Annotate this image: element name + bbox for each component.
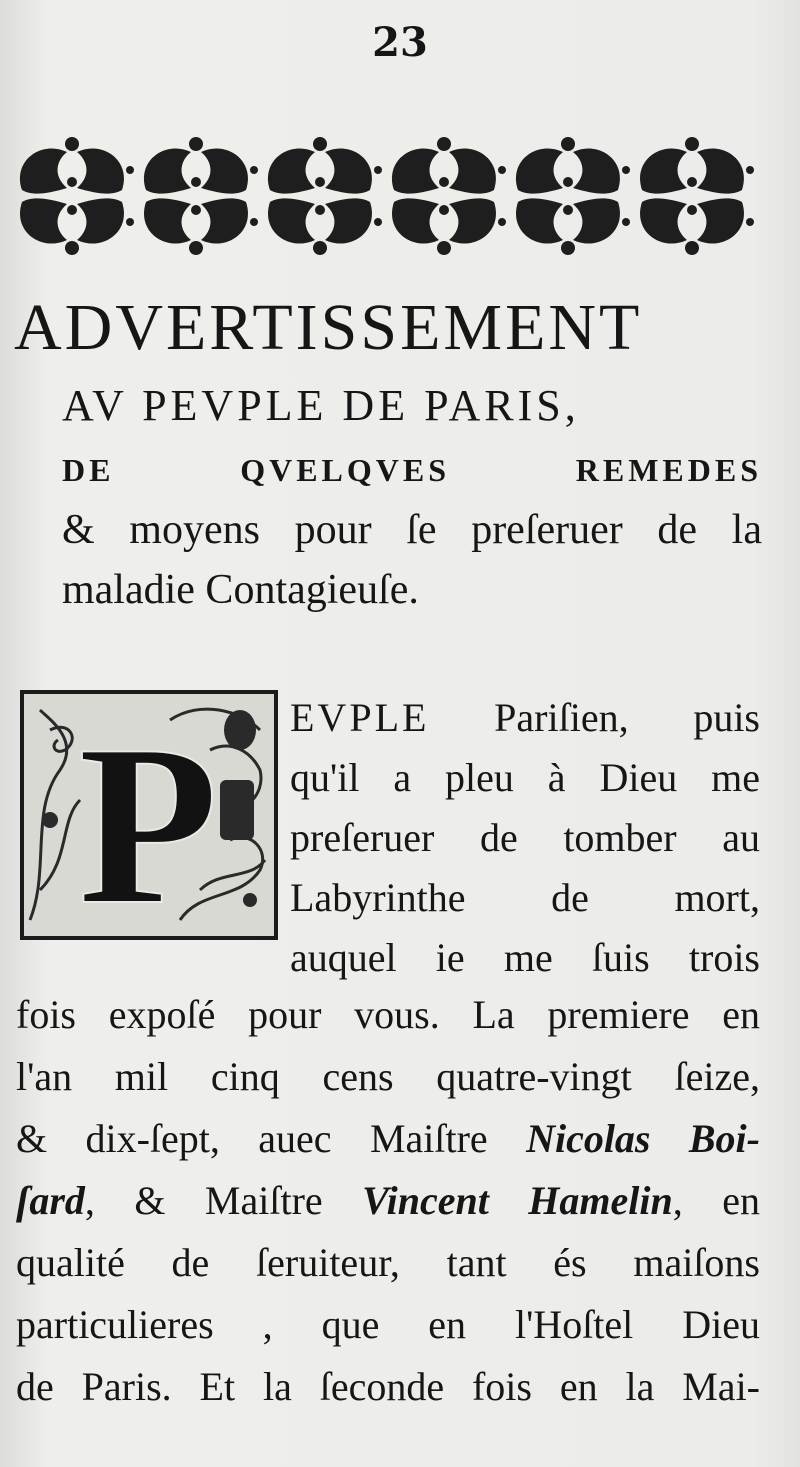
text-run: & dix-ſept, auec Maiſtre	[16, 1116, 527, 1161]
italic-name: Vincent Hamelin	[362, 1178, 673, 1223]
body-text	[16, 984, 760, 1418]
text-line: fois expoſé pour vous. La premiere en	[16, 992, 760, 1037]
text-run: , & Maiſtre	[84, 1178, 363, 1223]
subtitle	[62, 500, 762, 620]
title-word: REMEDES	[575, 452, 762, 488]
title-word: QVELQVES	[240, 452, 451, 488]
text-run: , en	[672, 1178, 760, 1223]
text-run: Pariſien, puis	[429, 695, 760, 740]
paragraph-opening	[290, 688, 760, 988]
text-line: de Paris. Et la ſeconde fois en la Mai-	[16, 1364, 760, 1409]
ornamental-headpiece	[12, 130, 756, 262]
text-line: auquel ie me ſuis trois	[290, 935, 760, 980]
text-line: particulieres , que en l'Hoſtel Dieu	[16, 1302, 760, 1347]
title-line-3	[62, 448, 762, 492]
small-caps-word: EVPLE	[290, 695, 430, 740]
subtitle-line-1: & moyens pour ſe preſeruer de la	[62, 507, 762, 553]
title-line-2: AV PEVPLE DE PARIS,	[62, 381, 580, 430]
page-number: 23	[372, 19, 428, 66]
title-word: DE	[62, 452, 115, 488]
text-line: l'an mil cinq cens quatre-vingt ſeize,	[16, 1054, 760, 1099]
italic-name: Nicolas Boi-	[526, 1116, 760, 1161]
text-line: qu'il a pleu à Dieu me	[290, 755, 760, 800]
italic-name: ſard	[16, 1178, 85, 1223]
drop-cap-letter: P	[78, 697, 219, 940]
text-line	[290, 688, 760, 748]
text-line: Labyrinthe de mort,	[290, 875, 760, 920]
text-line: qualité de ſeruiteur, tant és maiſons	[16, 1240, 760, 1285]
title-line-1: ADVERTISSEMENT	[14, 291, 643, 364]
text-line	[16, 1108, 760, 1170]
text-line	[16, 1170, 760, 1232]
text-line: preſeruer de tomber au	[290, 815, 760, 860]
decorated-initial	[20, 690, 278, 940]
subtitle-line-2: maladie Contagieuſe.	[62, 567, 419, 613]
